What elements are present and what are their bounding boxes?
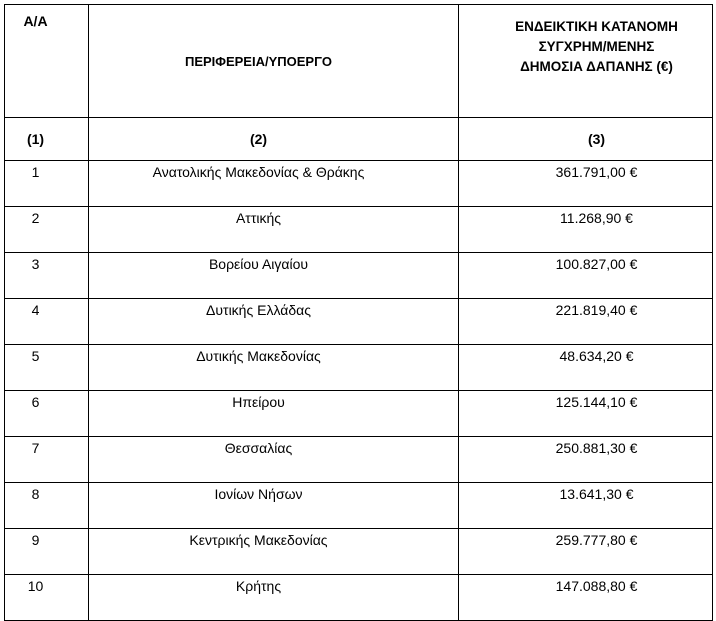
row-amount: 125.144,10 € bbox=[459, 391, 713, 437]
row-aa: 8 bbox=[5, 483, 89, 529]
table-row bbox=[5, 483, 713, 529]
header-amount bbox=[459, 5, 713, 118]
table-row bbox=[5, 299, 713, 345]
row-aa: 1 bbox=[5, 161, 89, 207]
row-region: Αττικής bbox=[89, 207, 459, 253]
row-aa: 3 bbox=[5, 253, 89, 299]
table-row bbox=[5, 391, 713, 437]
row-aa: 2 bbox=[5, 207, 89, 253]
row-aa: 5 bbox=[5, 345, 89, 391]
row-region: Βορείου Αιγαίου bbox=[89, 253, 459, 299]
row-amount: 221.819,40 € bbox=[459, 299, 713, 345]
header-amount-line-3: ΔΗΜΟΣΙΑ ΔΑΠΑΝΗΣ (€) bbox=[520, 59, 673, 74]
row-aa: 4 bbox=[5, 299, 89, 345]
row-amount: 11.268,90 € bbox=[459, 207, 713, 253]
row-region: Ιονίων Νήσων bbox=[89, 483, 459, 529]
column-number-1: (1) bbox=[5, 118, 89, 161]
column-number-2: (2) bbox=[89, 118, 459, 161]
row-aa: 10 bbox=[5, 575, 89, 621]
row-region: Θεσσαλίας bbox=[89, 437, 459, 483]
row-region: Κρήτης bbox=[89, 575, 459, 621]
header-row bbox=[5, 5, 713, 118]
row-region: Ανατολικής Μακεδονίας & Θράκης bbox=[89, 161, 459, 207]
header-region: ΠΕΡΙΦΕΡΕΙΑ/ΥΠΟΕΡΓΟ bbox=[89, 5, 459, 118]
row-amount: 13.641,30 € bbox=[459, 483, 713, 529]
table-row bbox=[5, 575, 713, 621]
table-row bbox=[5, 437, 713, 483]
row-aa: 7 bbox=[5, 437, 89, 483]
table-row bbox=[5, 529, 713, 575]
table-row bbox=[5, 207, 713, 253]
header-amount-line-1: ΕΝΔΕΙΚΤΙΚΗ ΚΑΤΑΝΟΜΗ bbox=[515, 19, 678, 34]
row-amount: 361.791,00 € bbox=[459, 161, 713, 207]
row-region: Δυτικής Μακεδονίας bbox=[89, 345, 459, 391]
header-amount-line-2: ΣΥΓΧΡΗΜ/ΜΕΝΗΣ bbox=[538, 39, 655, 54]
row-amount: 259.777,80 € bbox=[459, 529, 713, 575]
row-aa: 9 bbox=[5, 529, 89, 575]
allocation-table bbox=[4, 4, 713, 621]
table-row bbox=[5, 161, 713, 207]
column-number-3: (3) bbox=[459, 118, 713, 161]
row-amount: 100.827,00 € bbox=[459, 253, 713, 299]
row-amount: 147.088,80 € bbox=[459, 575, 713, 621]
row-amount: 48.634,20 € bbox=[459, 345, 713, 391]
table-row bbox=[5, 345, 713, 391]
row-region: Κεντρικής Μακεδονίας bbox=[89, 529, 459, 575]
row-region: Ηπείρου bbox=[89, 391, 459, 437]
row-amount: 250.881,30 € bbox=[459, 437, 713, 483]
table-row bbox=[5, 253, 713, 299]
column-number-row bbox=[5, 118, 713, 161]
row-region: Δυτικής Ελλάδας bbox=[89, 299, 459, 345]
row-aa: 6 bbox=[5, 391, 89, 437]
header-aa: Α/Α bbox=[5, 5, 89, 118]
